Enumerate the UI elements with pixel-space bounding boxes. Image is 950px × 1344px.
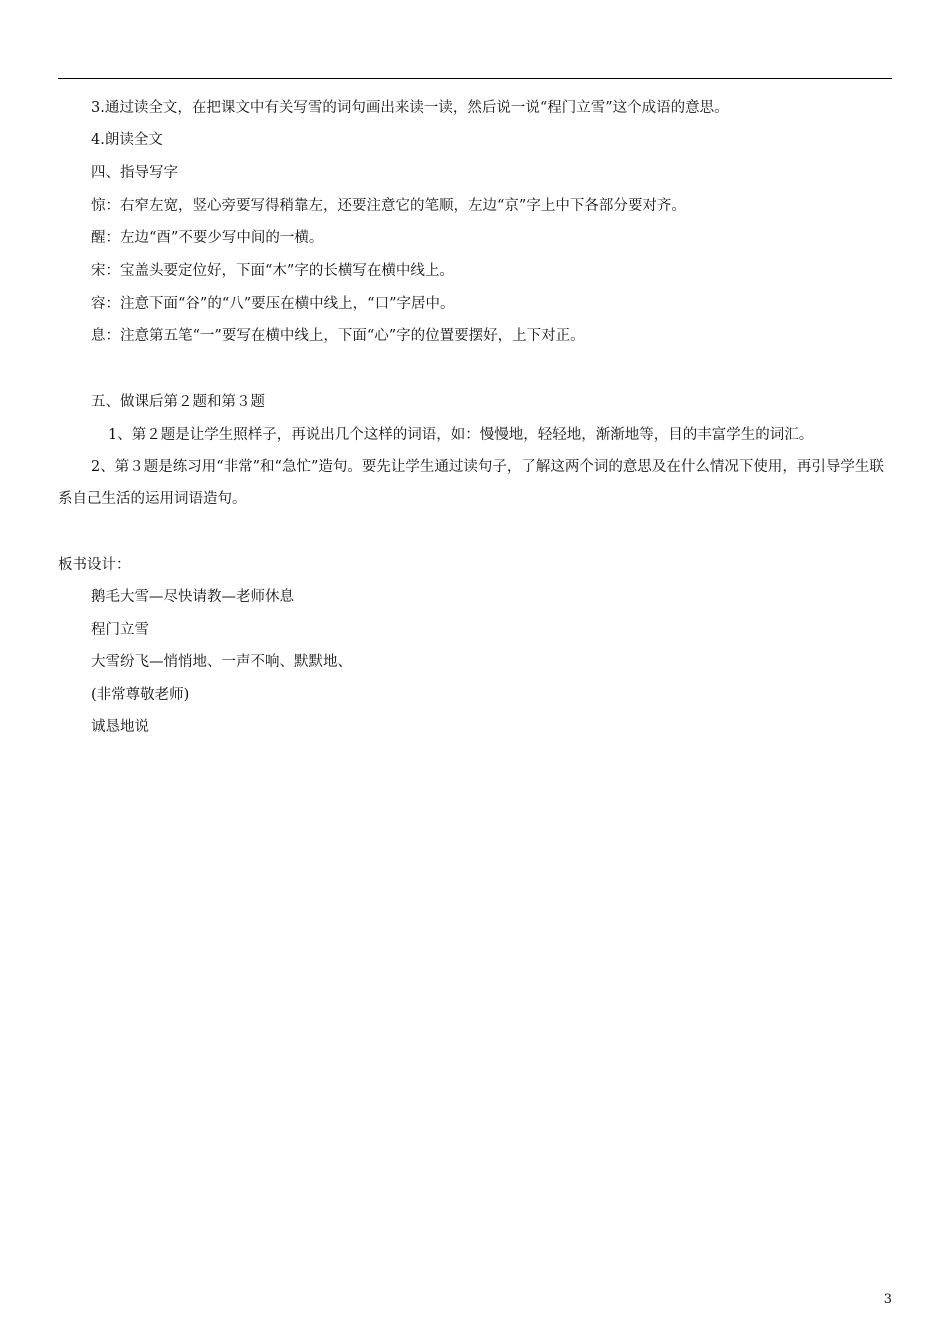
board-line-3: 大雪纷飞—悄悄地、一声不响、默默地、	[91, 654, 352, 670]
board-line-1: 鹅毛大雪—尽快请教—老师休息	[91, 589, 294, 605]
board-line-5: 诚恳地说	[91, 719, 149, 735]
paragraph-char-jing: 惊：右窄左宽，竖心旁要写得稍靠左，还要注意它的笔顺，左边“京”字上中下各部分要对齐。	[91, 198, 686, 214]
header-rule	[58, 78, 892, 79]
paragraph-exercise-2: 1、第２题是让学生照样子，再说出几个这样的词语，如：慢慢地，轻轻地，渐渐地等，目的丰富学生的词汇。	[108, 427, 814, 443]
paragraph-char-xing: 醒：左边“酉”不要少写中间的一横。	[91, 230, 324, 246]
paragraph-step-4: 4.朗读全文	[91, 132, 163, 148]
paragraph-char-xi: 息：注意第五笔“一”要写在横中线上，下面“心”字的位置要摆好，上下对正。	[91, 328, 585, 344]
section-heading-writing: 四、指导写字	[91, 165, 178, 181]
board-line-2: 程门立雪	[91, 622, 149, 638]
paragraph-exercise-3: 2、第３题是练习用“非常”和“急忙”造句。要先让学生通过读句子，了解这两个词的意思及在什么情况下使用，再引导学生联系自己生活的运用词语造句。	[58, 459, 884, 507]
section-heading-exercises: 五、做课后第２题和第３题	[91, 394, 265, 410]
paragraph-char-song: 宋：宝盖头要定位好，下面“木”字的长横写在横中线上。	[91, 263, 454, 279]
paragraph-step-3: 3.通过读全文，在把课文中有关写雪的词句画出来读一读，然后说一说“程门立雪”这个成语的意思。	[91, 100, 729, 116]
board-line-4: (非常尊敬老师)	[91, 687, 190, 703]
board-design-heading: 板书设计：	[58, 557, 131, 573]
page-number: 3	[883, 1292, 892, 1307]
paragraph-char-rong: 容：注意下面“谷”的“八”要压在横中线上，“口”字居中。	[91, 296, 455, 312]
